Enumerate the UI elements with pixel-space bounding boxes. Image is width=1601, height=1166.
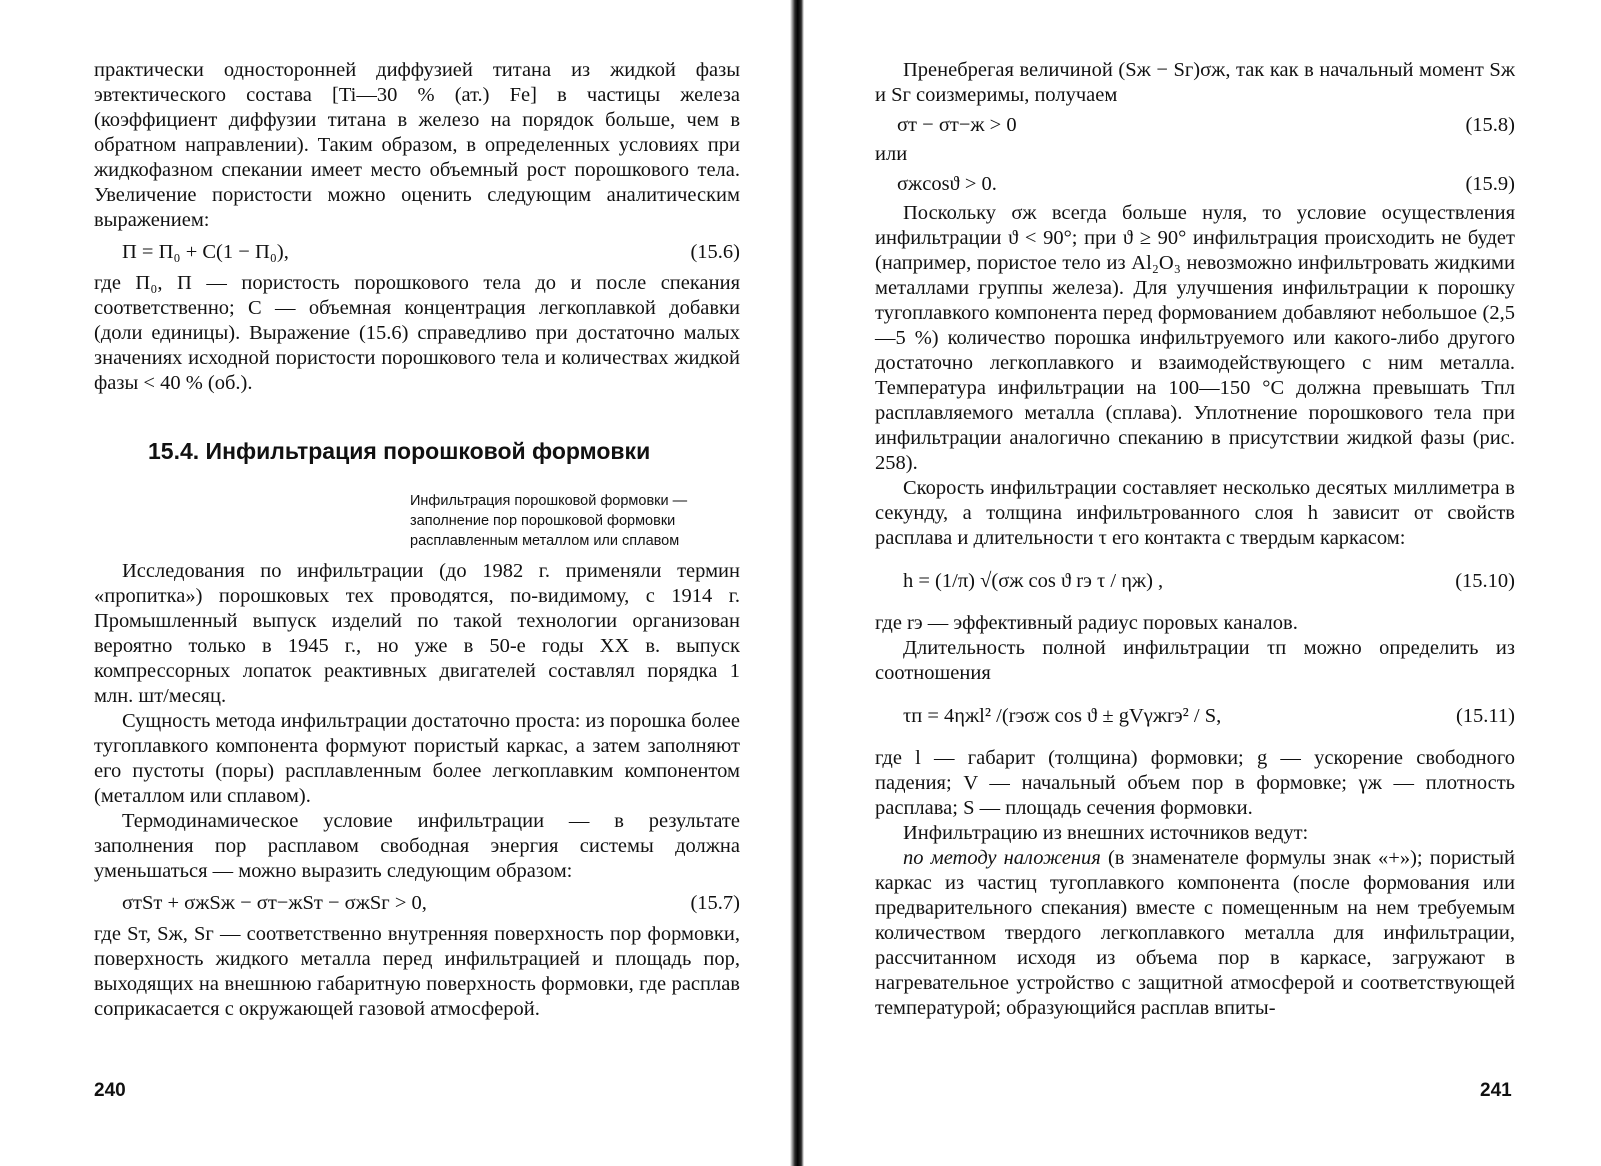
equation-15-11 <box>875 686 1515 746</box>
paragraph: Инфильтрацию из внешних источников ведут: <box>903 822 1309 844</box>
equation-15-10 <box>875 551 1515 611</box>
paragraph: Пренебрегая величиной (Sж − Sг)σж, так как в начальный момент Sж и Sг соизмеримы, получаем <box>875 59 1515 106</box>
equation-number: (15.9) <box>1465 172 1515 195</box>
paragraph: Исследования по инфильтрации (до 1982 г. применяли термин «пропитка») порошковых тех проводятся, по-видимому, с 1914 г. Промышленный выпуск изделий по такой технологии организован вероятно только в 1945 г., но уже в 50-е годы XX в. выпуск компрессорных лопаток реактивных двигателей составлял порядка 1 млн. шт/месяц. <box>94 560 740 707</box>
paragraph: Термодинамическое условие инфильтрации — в результате заполнения пор расплавом свободная энергия системы должна уменьшаться — можно выразить следующим образом: <box>94 810 740 882</box>
page-number-left: 240 <box>94 1080 126 1101</box>
paragraph: Сущность метода инфильтрации достаточно проста: из порошка более тугоплавкого компонента формуют пористый каркас, а затем заполняют его пустоты (поры) расплавленным более легкоплавким компонентом (металлом или сплавом). <box>94 710 740 807</box>
paragraph: где П₀, П — пористость порошкового тела до и после спекания соответственно; C — объемная концентрация легкоплавкой добавки (доли единицы). Выражение (15.6) справедливо при достаточно малых значениях исходной пористости порошкового тела и количествах жидкой фазы < 40 % (об.). <box>94 272 740 394</box>
equation-15-9 <box>875 167 1515 201</box>
paragraph-text: (в знаменателе формулы знак «+»); пористый каркас из частиц тугоплавкого компонента (после формования или предварительного спекания) вместе с помещенным на нем требуемым количеством твердого легкоплавкого металла для инфильтрации, рассчитанном исходя из объема пор в каркасе, загружают в нагревательное устройство с защитной атмосферой и соответствующей температурой; образующийся расплав впиты- <box>875 847 1515 1019</box>
right-page <box>875 58 1515 1021</box>
page-number-right: 241 <box>1480 1080 1512 1101</box>
margin-definition: Инфильтрация порошковой формовки — заполнение пор порошковой формовки расплавленным металлом или сплавом <box>410 493 688 549</box>
equation-body: σт − σт−ж > 0 <box>897 113 1017 136</box>
paragraph <box>875 846 1515 1021</box>
connective-word: или <box>875 143 908 165</box>
book-spine-gutter <box>790 0 804 1166</box>
equation-number: (15.10) <box>1455 569 1515 592</box>
equation-body: σтSт + σжSж − σт−жSт − σжSг > 0, <box>122 891 427 914</box>
equation-number: (15.11) <box>1455 704 1515 727</box>
paragraph: где rэ — эффективный радиус поровых каналов. <box>875 612 1298 634</box>
equation-15-6 <box>94 233 740 271</box>
equation-body: П = П₀ + C(1 − П₀), <box>122 240 289 263</box>
equation-15-8 <box>875 108 1515 142</box>
paragraph: где Sт, Sж, Sг — соответственно внутренняя поверхность пор формовки, поверхность жидкого металла перед инфильтрацией и площадь пор, выходящих на внешнюю габаритную поверхность формовки, где расплав соприкасается с окружающей газовой атмосферой. <box>94 923 740 1020</box>
paragraph: практически односторонней диффузией титана из жидкой фазы эвтектического состава [Ti—30 % (ат.) Fe] в частицы железа (коэффициент диффузии титана в железо на порядок больше, чем в обратном направлении). Таким образом, в определенных условиях при жидкофазном спекании имеет место объемный рост порошкового тела. Увеличение пористости можно оценить следующим аналитическим выражением: <box>94 59 740 231</box>
emphasis-term: по методу наложения <box>903 847 1101 869</box>
section-heading: 15.4. Инфильтрация порошковой формовки <box>148 438 651 464</box>
equation-number: (15.7) <box>690 891 740 914</box>
equation-body: σжcosϑ > 0. <box>897 172 997 195</box>
equation-number: (15.8) <box>1465 113 1515 136</box>
paragraph: Скорость инфильтрации составляет несколько десятых миллиметра в секунду, а толщина инфильтрованного слоя h зависит от свойств расплава и длительности τ его контакта с твердым каркасом: <box>875 477 1515 549</box>
equation-number: (15.6) <box>690 240 740 263</box>
paragraph: Длительность полной инфильтрации τп можно определить из соотношения <box>875 637 1515 684</box>
equation-body: h = (1/π) √(σж cos ϑ rэ τ / ηж) , <box>903 569 1164 592</box>
equation-15-7 <box>94 884 740 922</box>
left-page <box>94 58 740 1022</box>
paragraph: где l — габарит (толщина) формовки; g — ускорение свободного падения; V — начальный объем пор в формовке; γж — плотность расплава; S — площадь сечения формовки. <box>875 747 1515 819</box>
paragraph: Поскольку σж всегда больше нуля, то условие осуществления инфильтрации ϑ < 90°; при ϑ ≥ 90° инфильтрация происходить не будет (например, пористое тело из Al₂O₃ невозможно инфильтровать жидкими металлами группы железа). Для улучшения инфильтрации к порошку тугоплавкого компонента перед формованием добавляют небольшое (2,5—5 %) количество порошка инфильтруемого или какого-либо другого достаточно легкоплавкого и взаимодействующего с ним металла. Температура инфильтрации на 100—150 °С должна превышать Tпл расплавляемого металла (сплава). Уплотнение порошкового тела при инфильтрации аналогично спеканию в присутствии жидкой фазы (рис. 258). <box>875 202 1515 474</box>
equation-body: τп = 4ηжl² /(rэσж cos ϑ ± gVγжrэ² / S, <box>903 704 1222 727</box>
